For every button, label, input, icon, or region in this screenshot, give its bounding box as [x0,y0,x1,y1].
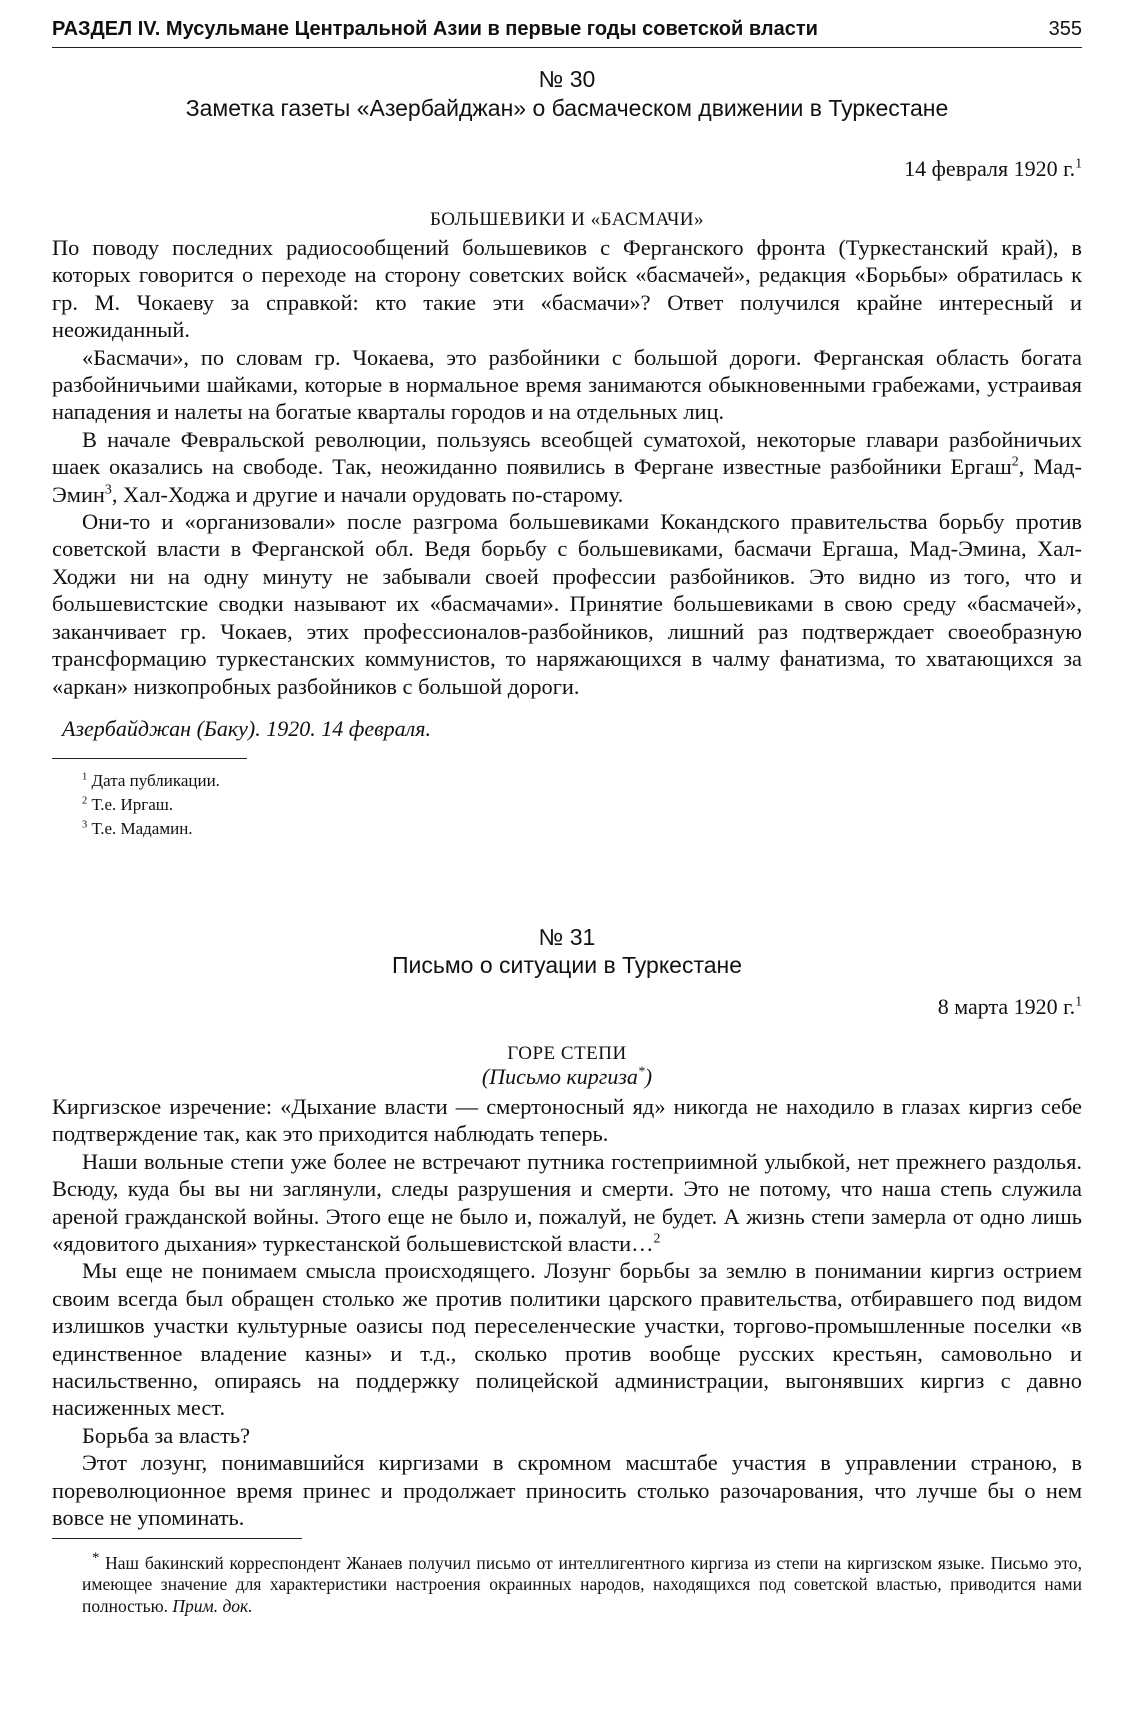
running-head [52,18,1082,41]
doc31-date-text: 8 марта 1920 г. [937,994,1076,1019]
doc31-paragraph-3: Мы еще не понимаем смысла происходящего. Лозунг борьбы за землю в понимании киргиз острием своим всегда был обращен столько же против политики царского правительства, отбиравшего под видом излишков участки культурные оазисы под переселенческие участки, торгово-промышленные поселки «в единственное владение казны» и т.д., сколько против вообще русских крестьян, самовольно и насильственно, опираясь на поддержку полицейской администрации, выгонявших киргиз с давно насиженных мест. [52,1258,1082,1421]
footnote-text: Дата публикации. [91,771,220,790]
doc30-body [52,234,1082,700]
doc30-footnote-rule [52,758,247,759]
section-title: РАЗДЕЛ IV. Мусульмане Центральной Азии в первые годы советской власти [52,18,818,40]
doc30-date [904,156,1082,182]
doc31-date-note: 1 [1075,993,1082,1009]
doc30-paragraph-1: По поводу последних радиосообщений большевиков с Ферганского фронта (Туркестанский край), в которых говорится о переходе на сторону советских войск «басмачей», редакция «Борьбы» обратилась к гр. М. Чокаеву за справкой: кто такие эти «басмачи»? Ответ получился крайне интересный и неожиданный. [52,235,1082,343]
doc31-heading: ГОРЕ СТЕПИ [507,1043,627,1064]
doc31-subheading-close: ) [644,1064,653,1089]
doc31-subheading [52,1064,1082,1090]
doc31-paragraph-4: Борьба за власть? [82,1422,251,1448]
doc30-footnote-2 [82,794,173,815]
doc30-footnote-3 [82,818,193,839]
doc31-subheading-text: (Письмо киргиза [481,1064,638,1089]
doc30-source: Азербайджан (Баку). 1920. 14 февраля. [62,716,432,741]
doc30-p3-part-a: В начале Февральской революции, пользуясь всеобщей суматохой, некоторые главари разбойничьих шаек оказались на свободе. Так, неожиданно появились в Фергане известные разбойники Ергаш [52,426,1082,480]
footnote-marker: 1 [82,771,88,783]
footnote-marker: * [92,1550,100,1566]
footnote-tail: Прим. док. [172,1595,253,1616]
doc30-paragraph-4: Они-то и «организовали» после разгрома большевиками Кокандского правительства борьбу против советской власти в Ферганской обл. Ведя борьбу с большевиками, басмачи Ергаша, Мад-Эмина, Хал-Ходжи ни на одну минуту не забывали своей профессии разбойников. Это видно из того, что и большевистские сводки называют их «басмачами». Принятие большевиками в свою среду «басмачей», заканчивает гр. Чокаев, этих профессионалов-разбойников, лишний раз подтверждает своеобразную трансформацию туркестанских коммунистов, то наряжающихся в чалму фанатизма, то хватающихся за «аркан» низкопробных разбойников с большой дороги. [52,509,1082,699]
doc30-footnote-1 [82,770,220,791]
doc30-date-note: 1 [1075,155,1082,171]
doc30-paragraph-2: «Басмачи», по словам гр. Чокаева, это разбойники с большой дороги. Ферганская область богата разбойничьими шайками, которые в нормальное время занимаются обыкновенными грабежами, устраивая нападения и налеты на богатые кварталы городов и на отдельных лиц. [52,344,1082,425]
doc31-footnote [82,1548,1082,1617]
footnote-marker: 2 [82,795,88,807]
footnote-marker: 3 [82,819,88,831]
doc30-paragraph-3 [52,426,1082,508]
doc30-p3-part-b: , Мад-Эмин [52,454,1083,507]
doc31-title: Письмо о ситуации в Туркестане [391,952,743,978]
doc30-p3-part-c: , Хал-Ходжа и другие и начали орудовать по-старому. [111,481,624,507]
page-number: 355 [1048,18,1082,40]
doc31-note-ref-2: 2 [653,1231,661,1247]
doc31-p2-text: Наши вольные степи уже более не встречают путника гостеприимной улыбкой, нет прежнего раздолья. Всюду, куда бы вы ни заглянули, следы разрушения и смерти. Это не потому, что наша степь служила ареной гражданской войны. Этого еще не было и, пожалуй, не будет. А жизнь степи замерла от одно лишь «ядовитого дыхания» туркестанской большевистской власти… [52,1148,1082,1257]
header-rule [52,47,1082,48]
doc31-paragraph-5: Этот лозунг, понимавшийся киргизами в скромном масштабе участия в управлении страною, в пореволюционное время принес и продолжает приносить столько разочарования, что лучше бы о нем вовсе не упоминать. [52,1450,1082,1531]
doc31-number: № 31 [538,924,596,950]
doc31-date [938,994,1082,1020]
doc30-title: Заметка газеты «Азербайджан» о басмаческом движении в Туркестане [185,95,949,121]
doc30-note-ref-2: 2 [1011,454,1019,470]
footnote-text: Т.е. Мадамин. [91,819,193,838]
doc31-footnote-paragraph [82,1548,1082,1617]
footnote-text: Т.е. Иргаш. [91,795,174,814]
doc30-note-ref-3: 3 [104,482,112,498]
doc31-body [52,1093,1082,1532]
footnote-text: Наш бакинский корреспондент Жанаев получил письмо от интеллигентного киргиза из степи на киргизском языке. Письмо это, имеющее значение для характеристики настроения окраинных народов, находящихся под советской властью, приводится нами полностью. [82,1552,1083,1616]
doc31-footnote-rule [52,1538,302,1539]
doc30-number: № 30 [538,66,596,92]
doc31-paragraph-1: Киргизское изречение: «Дыхание власти — смертоносный яд» никогда не находило в глазах киргиз себе подтверждение так, как это приходится наблюдать теперь. [52,1094,1082,1147]
doc31-subheading-note: * [637,1063,645,1079]
doc30-date-text: 14 февраля 1920 г. [904,156,1076,181]
doc31-paragraph-2 [52,1148,1082,1258]
doc30-heading: БОЛЬШЕВИКИ И «БАСМАЧИ» [429,209,705,230]
